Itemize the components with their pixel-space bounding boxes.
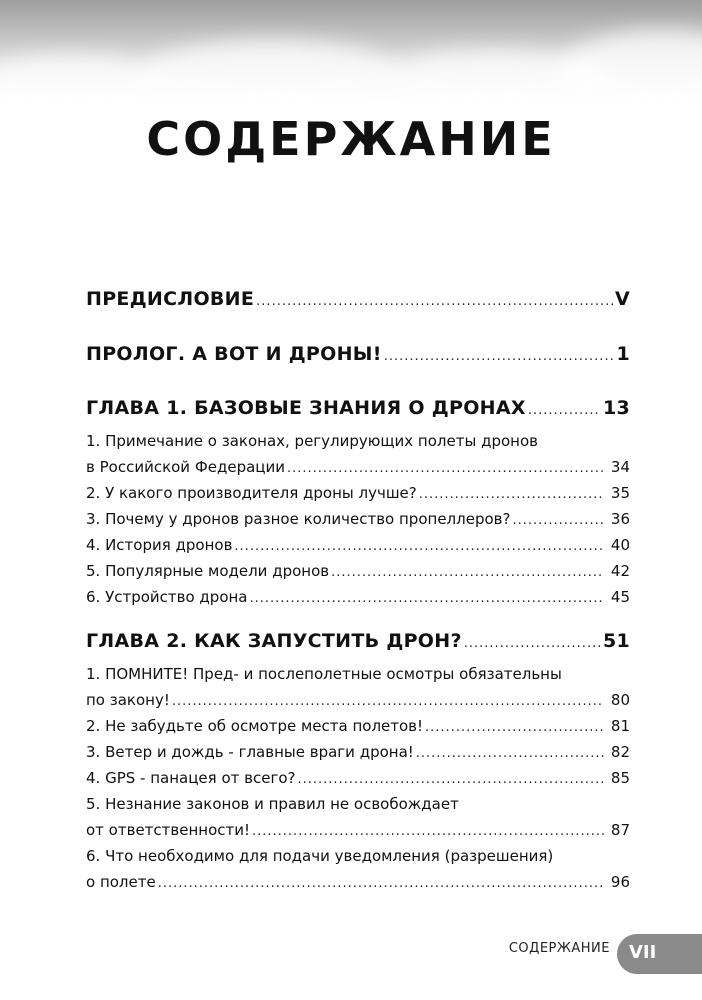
dot-leader [425,720,604,735]
toc-subentry[interactable] [86,562,630,580]
page-number-tab [617,934,702,974]
page-number: VII [629,942,657,963]
dot-leader [234,539,604,554]
toc-subentry[interactable] [86,484,630,502]
toc-subentry[interactable] [86,588,630,606]
toc-subentry-page: 45 [610,588,630,606]
toc-subentry-page: 82 [610,743,630,761]
toc-subentry-title: 4. История дронов [86,536,233,554]
dot-leader [158,876,604,891]
toc-subentry[interactable] [86,458,630,476]
dot-leader [512,513,604,528]
toc-subentry-title: 2. Не забудьте об осмотре места полетов! [86,717,424,735]
page-title: СОДЕРЖАНИЕ [146,112,556,166]
toc-subentry-line: 5. Незнание законов и правил не освобождает [86,795,459,813]
dot-leader [172,694,604,709]
toc-subentry-line: 1. Примечание о законах, регулирующих полеты дронов [86,432,538,450]
dot-leader [256,294,613,309]
dot-leader [287,461,604,476]
cloud-header-image [0,0,702,100]
toc-subentry-page: 35 [610,484,630,502]
toc-subentry-line: 1. ПОМНИТЕ! Пред- и послеполетные осмотры обязательны [86,665,562,683]
toc-subentry[interactable] [86,873,630,891]
toc-subentry-title: от ответственности! [86,821,250,839]
toc-entry-page: 51 [602,630,630,652]
toc-subentry-line: 6. Что необходимо для подачи уведомления (разрешения) [86,847,554,865]
dot-leader [297,772,604,787]
toc-entry-page: V [614,288,630,310]
toc-subentry-page: 34 [610,458,630,476]
dot-leader [464,636,601,651]
toc-subentry[interactable] [86,536,630,554]
toc-subentry[interactable] [86,510,630,528]
toc-subentry[interactable] [86,691,630,709]
toc-subentry[interactable] [86,821,630,839]
toc-subentry-title: 3. Ветер и дождь - главные враги дрона! [86,743,414,761]
toc-subentry-page: 96 [610,873,630,891]
toc-subentry-title: в Российской Федерации [86,458,285,476]
toc-subentry-title: о полете [86,873,156,891]
toc-subentry-title: по закону! [86,691,170,709]
dot-leader [250,591,605,606]
toc-subentry-page: 87 [610,821,630,839]
toc-subentry-title: 6. Устройство дрона [86,588,248,606]
dot-leader [252,824,604,839]
dot-leader [416,746,604,761]
toc-entry-title: ПРЕДИСЛОВИЕ [86,288,255,310]
toc-subentry-page: 36 [610,510,630,528]
toc-subentry-page: 81 [610,717,630,735]
toc-entry-chapter-1[interactable] [86,397,630,419]
toc-entry-preface[interactable] [86,288,630,310]
toc-entry-title: ПРОЛОГ. А ВОТ И ДРОНЫ! [86,343,382,365]
toc-subentry-title: 5. Популярные модели дронов [86,562,330,580]
toc-entry-title: ГЛАВА 2. КАК ЗАПУСТИТЬ ДРОН? [86,630,462,652]
toc-subentry[interactable] [86,769,630,787]
toc-subentry[interactable] [86,717,630,735]
toc-subentry-title: 3. Почему у дронов разное количество пропеллеров? [86,510,511,528]
dot-leader [331,565,604,580]
toc-subentry-title: 4. GPS - панацея от всего? [86,769,296,787]
toc-entry-title: ГЛАВА 1. БАЗОВЫЕ ЗНАНИЯ О ДРОНАХ [86,397,526,419]
toc-subentry-title: 2. У какого производителя дроны лучше? [86,484,417,502]
toc-subentry-page: 85 [610,769,630,787]
toc-subentry-page: 40 [610,536,630,554]
toc-subentry-page: 80 [610,691,630,709]
dot-leader [528,403,601,418]
running-footer-label: СОДЕРЖАНИЕ [508,941,610,956]
toc-entry-chapter-2[interactable] [86,630,630,652]
dot-leader [384,349,615,364]
toc-subentry[interactable] [86,743,630,761]
toc-entry-page: 1 [616,343,630,365]
toc-subentry-page: 42 [610,562,630,580]
toc-entry-page: 13 [602,397,630,419]
dot-leader [419,487,604,502]
toc-entry-prologue[interactable] [86,343,630,365]
